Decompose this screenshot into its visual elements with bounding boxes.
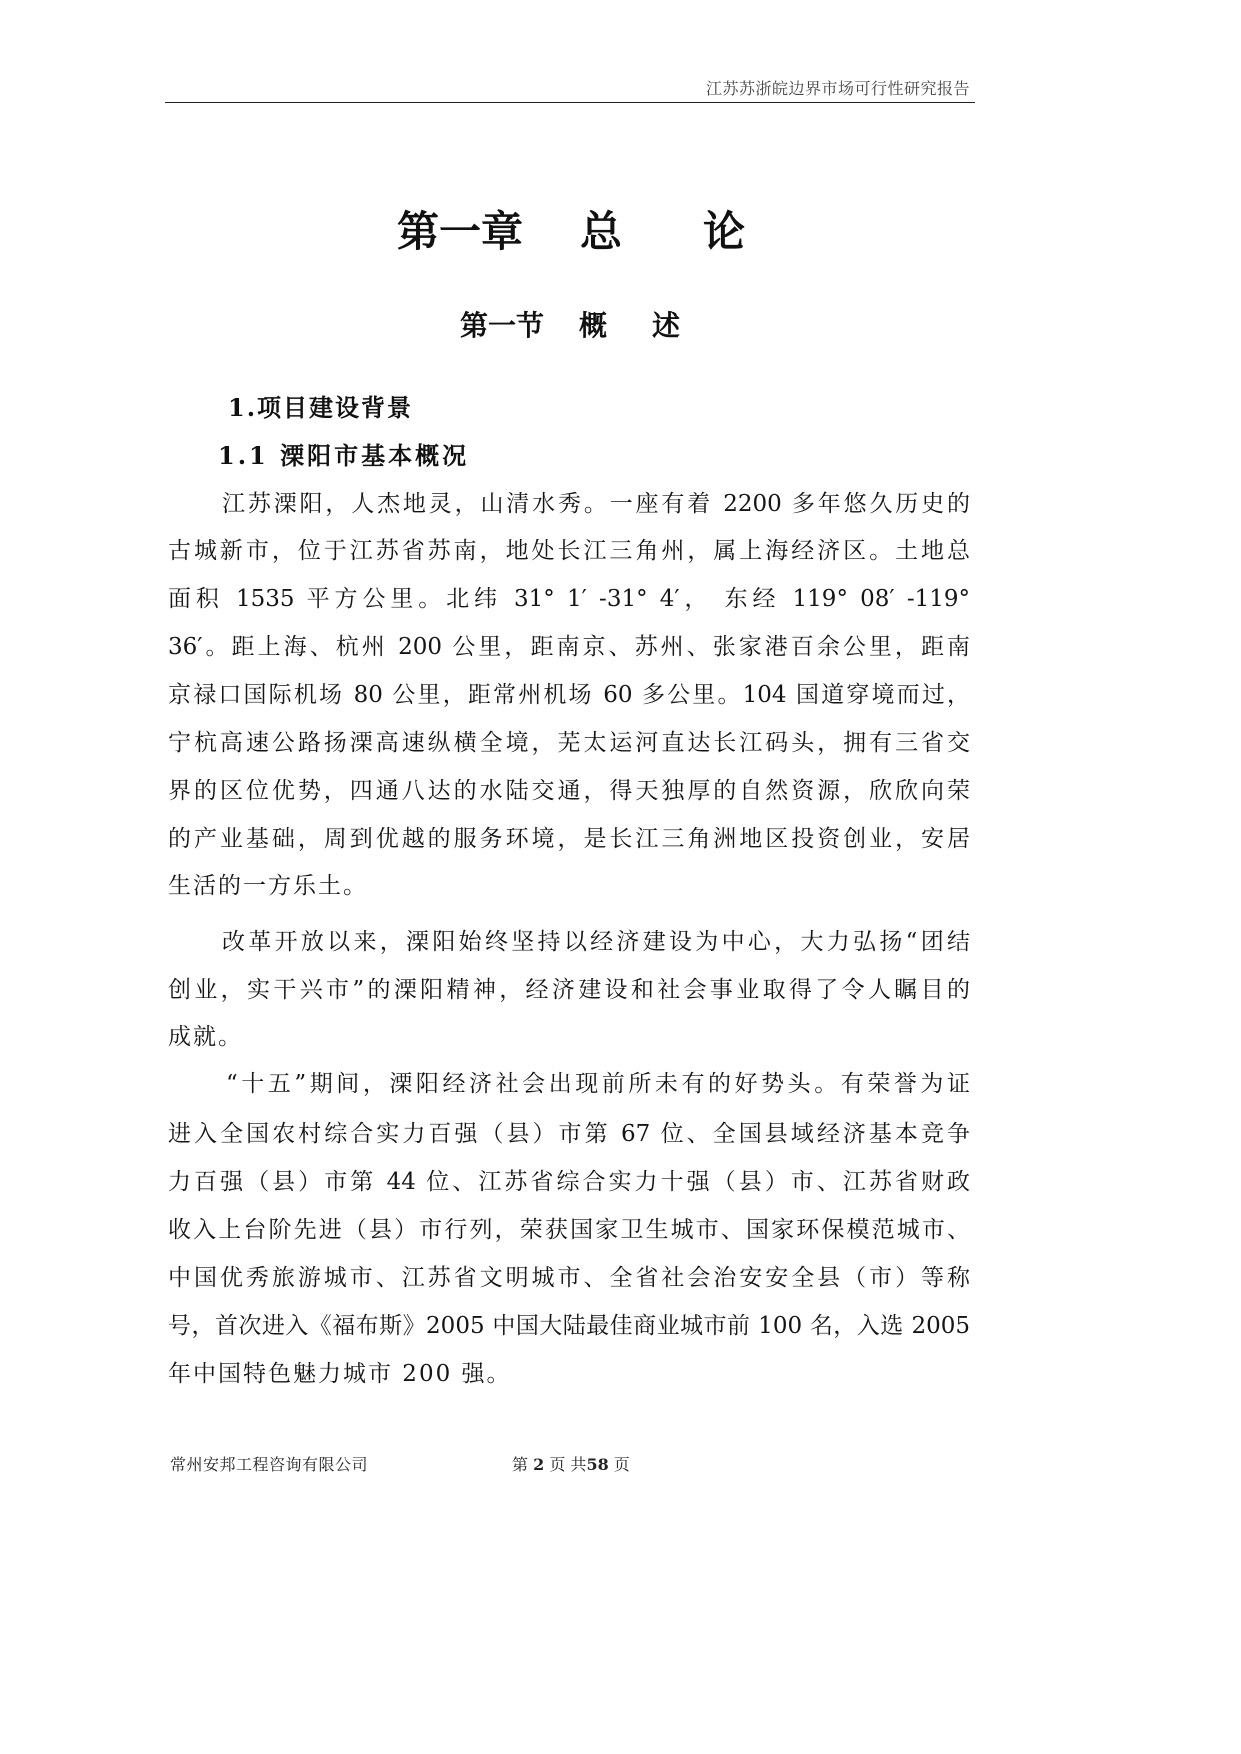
paragraph-1-line: 36′。距上海、杭州 200 公里，距南京、苏州、张家港百余公里，距南 (168, 634, 970, 660)
paragraph-1-line: 的产业基础，周到优越的服务环境，是长江三角洲地区投资创业，安居 (168, 826, 970, 852)
footer-page-total: 58 (586, 1455, 609, 1474)
paragraph-2-line: 改革开放以来，溧阳始终坚持以经济建设为中心，大力弘扬“团结 (222, 929, 970, 955)
chapter-title-word-2: 论 (703, 207, 746, 256)
paragraph-1-line: 面积 1535 平方公里。北纬 31° 1′ -31° 4′， 东经 119° 08′ -119° (168, 586, 970, 612)
paragraph-3-line: 收入上台阶先进（县）市行列，荣获国家卫生城市、国家环保模范城市、 (168, 1217, 970, 1243)
paragraph-3-line: 年中国特色魅力城市 200 强。 (168, 1361, 512, 1387)
paragraph-3-line: 进入全国农村综合实力百强（县）市第 67 位、全国县域经济基本竞争 (168, 1121, 970, 1147)
paragraph-1-line: 生活的一方乐土。 (168, 873, 368, 899)
paragraph-3-line: 力百强（县）市第 44 位、江苏省综合实力十强（县）市、江苏省财政 (168, 1169, 970, 1195)
paragraph-1-line: 古城新市，位于江苏省苏南，地处长江三角州，属上海经济区。土地总 (168, 538, 970, 564)
paragraph-1-line: 界的区位优势，四通八达的水陆交通，得天独厚的自然资源，欣欣向荣 (168, 778, 970, 804)
subheading-city-overview: 1.1 溧阳市基本概况 (218, 441, 470, 470)
running-header-title: 江苏苏浙皖边界市场可行性研究报告 (705, 79, 970, 98)
footer-page-number: 2 (533, 1455, 545, 1474)
heading-project-background: 1.项目建设背景 (228, 393, 414, 422)
paragraph-3-line: “十五”期间，溧阳经济社会出现前所未有的好势头。有荣誉为证 (226, 1071, 970, 1097)
section-title-word-1: 概 (579, 309, 608, 342)
paragraph-2-line: 创业，实干兴市”的溧阳精神，经济建设和社会事业取得了令人瞩目的 (168, 977, 970, 1003)
paragraph-1-line: 江苏溧阳，人杰地灵，山清水秀。一座有着 2200 多年悠久历史的 (222, 491, 970, 517)
header-rule (165, 102, 975, 103)
paragraph-1-line: 宁杭高速公路扬溧高速纵横全境，芜太运河直达长江码头，拥有三省交 (168, 730, 970, 756)
chapter-number: 第一章 (397, 207, 524, 256)
footer-page-prefix: 第 (512, 1455, 529, 1474)
footer-company: 常州安邦工程咨询有限公司 (170, 1455, 369, 1474)
paragraph-2-line: 成就。 (168, 1024, 243, 1050)
section-title-word-2: 述 (652, 309, 681, 342)
paragraph-3-line: 号，首次进入《福布斯》2005 中国大陆最佳商业城市前 100 名，入选 2005 (168, 1313, 970, 1339)
footer-page-mid: 页 共 (549, 1455, 587, 1474)
paragraph-1-line: 京禄口国际机场 80 公里，距常州机场 60 多公里。104 国道穿境而过， (168, 682, 970, 708)
chapter-title-word-1: 总 (580, 207, 623, 256)
footer-page-indicator (512, 1454, 630, 1476)
footer-page-suffix: 页 (613, 1455, 630, 1474)
paragraph-3-line: 中国优秀旅游城市、江苏省文明城市、全省社会治安安全县（市）等称 (168, 1265, 970, 1291)
section-number: 第一节 (460, 309, 545, 342)
